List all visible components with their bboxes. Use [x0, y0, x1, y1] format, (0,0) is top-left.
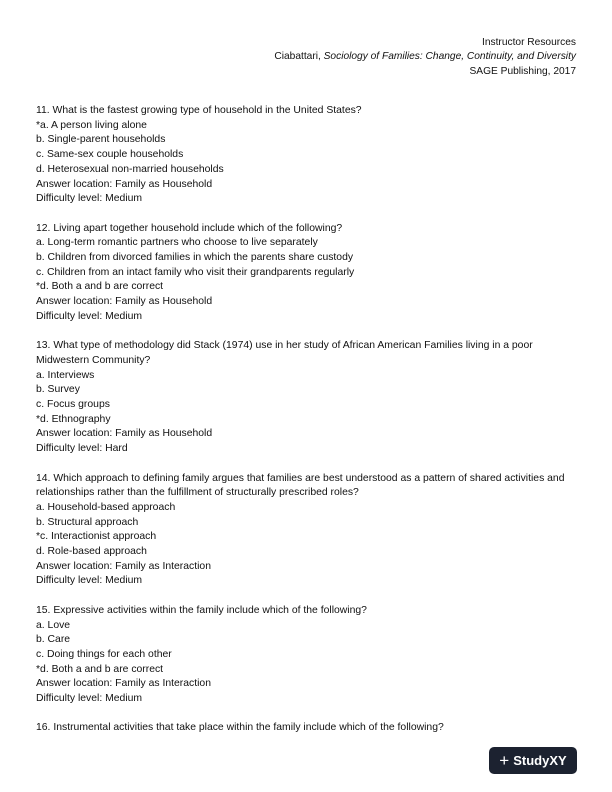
answer-location: Answer location: Family as Interaction [36, 560, 211, 572]
header-line-2 [156, 50, 576, 64]
question-stem: 11. What is the fastest growing type of household in the United States? [36, 105, 362, 116]
question-11 [36, 104, 581, 207]
answer-option: b. Survey [36, 384, 80, 396]
answer-option: c. Same-sex couple households [36, 149, 184, 161]
answer-location: Answer location: Family as Household [36, 428, 213, 440]
answer-option: a. Love [36, 619, 71, 631]
question-15 [36, 604, 581, 707]
answer-option: c. Focus groups [36, 399, 110, 411]
answer-option: d. Role-based approach [36, 546, 147, 558]
difficulty-level: Difficulty level: Medium [36, 575, 143, 587]
header-book-title: Sociology of Families: Change, Continuity, and Diversity [323, 51, 576, 63]
answer-option: b. Single-parent households [36, 134, 166, 146]
question-stem: 15. Expressive activities within the family include which of the following? [36, 604, 367, 616]
difficulty-level: Difficulty level: Medium [36, 310, 143, 322]
answer-option: b. Care [36, 634, 71, 646]
question-stem: 12. Living apart together household include which of the following? [36, 222, 343, 234]
difficulty-level: Difficulty level: Medium [36, 193, 143, 205]
answer-option: b. Children from divorced families in which the parents share custody [36, 252, 354, 264]
difficulty-level: Difficulty level: Medium [36, 693, 143, 705]
question-14 [36, 472, 581, 590]
page-header [156, 36, 576, 79]
answer-option: a. Long-term romantic partners who choose to live separately [36, 237, 318, 249]
question-13 [36, 339, 581, 457]
answer-option: c. Children from an intact family who visit their grandparents regularly [36, 266, 355, 278]
answer-option: *a. A person living alone [36, 119, 147, 131]
answer-option: *d. Ethnography [36, 413, 111, 425]
answer-location: Answer location: Family as Household [36, 178, 213, 190]
answer-option: d. Heterosexual non-married households [36, 163, 224, 175]
difficulty-level: Difficulty level: Hard [36, 443, 128, 455]
question-list [36, 104, 581, 751]
plus-icon: + [499, 751, 510, 770]
question-12 [36, 222, 581, 325]
answer-location: Answer location: Family as Household [36, 296, 213, 308]
studyxy-logo-text: StudyXY [513, 753, 567, 768]
answer-option: b. Structural approach [36, 516, 139, 528]
header-line-3: SAGE Publishing, 2017 [469, 65, 576, 77]
answer-option: a. Interviews [36, 369, 95, 381]
studyxy-badge[interactable] [489, 747, 577, 774]
answer-option: *d. Both a and b are correct [36, 663, 164, 675]
answer-option: c. Doing things for each other [36, 648, 172, 660]
question-stem: 14. Which approach to defining family argues that families are best understood as a pattern of shared activities and relationships rather than the fulfillment of structurally prescribed roles? [36, 472, 565, 499]
header-author: Ciabattari, [274, 51, 324, 63]
question-16 [36, 721, 581, 736]
answer-option: a. Household-based approach [36, 501, 176, 513]
answer-option: *d. Both a and b are correct [36, 281, 164, 293]
question-stem: 16. Instrumental activities that take place within the family include which of the following? [36, 722, 444, 734]
answer-option: *c. Interactionist approach [36, 531, 157, 543]
header-line-1: Instructor Resources [482, 37, 576, 48]
question-stem: 13. What type of methodology did Stack (1974) use in her study of African American Families living in a poor Midwestern Community? [36, 340, 533, 366]
answer-location: Answer location: Family as Interaction [36, 678, 211, 690]
